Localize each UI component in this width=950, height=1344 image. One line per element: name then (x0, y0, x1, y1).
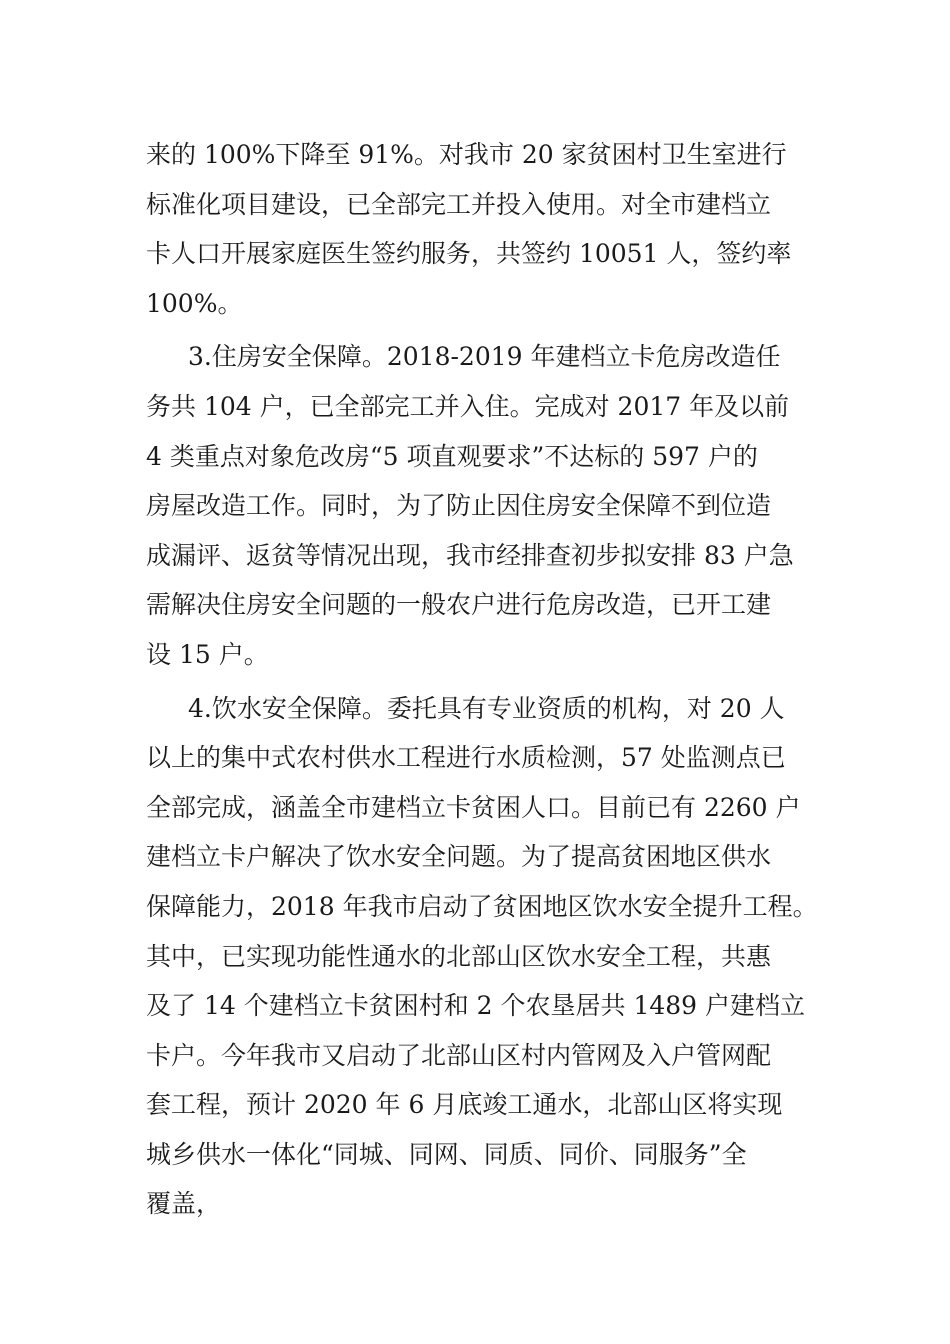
text-line: 以上的集中式农村供水工程进行水质检测，57 处监测点已 (146, 743, 786, 773)
text-line: 标准化项目建设，已全部完工并投入使用。对全市建档立 (146, 189, 772, 219)
text-line: 建档立卡户解决了饮水安全问题。为了提高贫困地区供水 (146, 842, 772, 872)
text-line: 其中，已实现功能性通水的北部山区饮水安全工程，共惠 (146, 941, 772, 971)
text-line: 成漏评、返贫等情况出现，我市经排查初步拟安排 83 户急 (146, 540, 794, 570)
text-line: 全部完成，涵盖全市建档立卡贫困人口。目前已有 2260 户 (146, 792, 801, 822)
text-line: 城乡供水一体化“同城、同网、同质、同价、同服务”全 (146, 1139, 747, 1169)
document-body (146, 130, 818, 1229)
text-line: 100%。 (146, 288, 243, 318)
paragraph-housing (146, 332, 814, 679)
text-line: 保障能力，2018 年我市启动了贫困地区饮水安全提升工程。 (146, 891, 818, 921)
paragraph-water (146, 684, 818, 1230)
text-line: 3.住房安全保障。2018-2019 年建档立卡危房改造任 (188, 342, 781, 372)
text-line: 房屋改造工作。同时，为了防止因住房安全保障不到位造 (146, 491, 772, 521)
text-line: 覆盖， (146, 1189, 222, 1219)
text-line: 及了 14 个建档立卡贫困村和 2 个农垦居共 1489 户建档立 (146, 991, 806, 1021)
text-line: 来的 100%下降至 91%。对我市 20 家贫困村卫生室进行 (146, 140, 787, 169)
text-line: 套工程，预计 2020 年 6 月底竣工通水，北部山区将实现 (146, 1090, 783, 1120)
text-line: 卡户。今年我市又启动了北部山区村内管网及入户管网配 (146, 1040, 772, 1070)
text-line: 设 15 户。 (146, 639, 269, 669)
text-line: 需解决住房安全问题的一般农户进行危房改造，已开工建 (146, 590, 772, 620)
text-line: 4.饮水安全保障。委托具有专业资质的机构，对 20 人 (188, 693, 785, 723)
text-line: 4 类重点对象危改房“5 项直观要求”不达标的 597 户的 (146, 441, 758, 471)
text-line: 卡人口开展家庭医生签约服务，共签约 10051 人，签约率 (146, 239, 792, 269)
paragraph-health (146, 130, 814, 328)
text-line: 务共 104 户，已全部完工并入住。完成对 2017 年及以前 (146, 391, 790, 421)
